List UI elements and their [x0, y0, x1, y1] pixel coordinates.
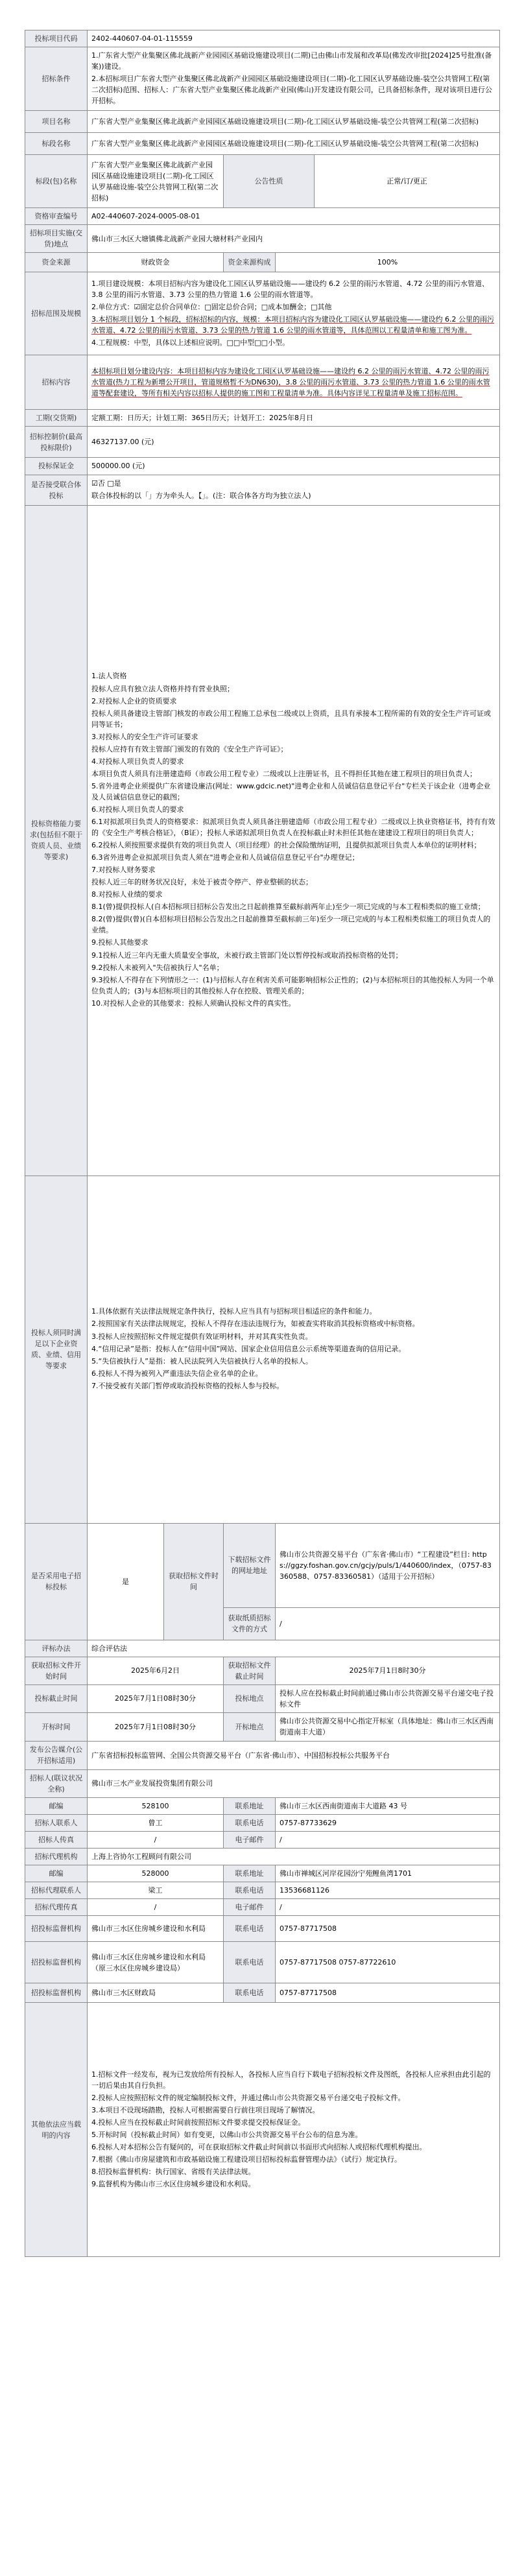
qualification-line: 6.2投标人须按照要求提供有效的项目负责人（项目经理）的社会保险缴纳证明，且提供拟派项目负责人本单位的证明材料；	[91, 841, 481, 850]
e-bid-value: 是	[88, 1523, 164, 1640]
qualification-line: 4.对投标人项目负责人的要求	[91, 757, 184, 766]
agent-fax-value: /	[88, 1899, 224, 1916]
other-line: 8.招投标监督机构：执行国家、省级有关法律法规。	[91, 2167, 256, 2176]
bid-conditions-value	[88, 47, 500, 111]
qualification-line: 8.2(曾)提供(曾)(自本招标项目招标公告发出之日起前推算至截标前三年)至少一项已完成的与本工程相类似施工的项目负责人的业绩。	[91, 915, 491, 935]
funding-value: 财政资金	[88, 253, 224, 272]
person-value: 曾工	[88, 1814, 224, 1831]
bid-conditions-line: 2.本招标项目广东省大型产业集聚区佛北战新产业园园区基础设施建设项目(二期)-化工园区认罗基础设施-装空公共管网工程(第二次招标)范围、招标人：广东省大型产业集聚区佛北战新产业园(佛山)开发建设有限公司，已具备招标条件，现对该项目进行公开招标。	[91, 75, 492, 106]
media-value: 广东省招标投标监管网、全国公共资源交易平台（广东省·佛山市）、中国招标投标公共服务平台	[88, 1741, 500, 1769]
agent-fax-label: 招标代理传真	[25, 1899, 88, 1916]
open-loc-value: 佛山市公共资源交易中心指定开标室（具体地址：佛山市三水区西南街道南丰大道）	[276, 1712, 500, 1741]
other-label: 其他依法应当载明的内容	[25, 2003, 88, 2257]
agent-person-value: 梁工	[88, 1882, 224, 1899]
open-loc-label: 开标地点	[224, 1712, 276, 1741]
control-price-value: 46327137.00 (元)	[88, 427, 500, 458]
consortium-value	[88, 475, 500, 505]
scope-line: 4.工程规模：中型，具体以上述相应说明。□□中型□□小型。	[91, 338, 290, 348]
doc-url-value[interactable]: 佛山市公共资源交易平台（广东省·佛山市）“工程建设”栏目: https://ggzy.foshan.gov.cn/gcjy/puls/1/440600/index，（0757-83360588、0757-83360581）（适用于公开招标）	[276, 1523, 500, 1607]
section-name-value: 广东省大型产业集聚区佛北战新产业园园区基础设施建设项目(二期)-化工园区认罗基础设施-装空公共管网工程(第二次招标)	[88, 133, 500, 155]
supervision2-tel-label: 联系电话	[224, 1942, 276, 1983]
control-price-label: 招标控制价(最高投标限价)	[25, 427, 88, 458]
supervision3-tel-value: 0757-87717508	[276, 1983, 500, 2003]
duration-label: 工期(交货期)	[25, 410, 88, 427]
qualification-line: 8.对投标人业绩的要求	[91, 890, 163, 899]
pub-nature-value: 正常/订/更正	[315, 155, 500, 208]
qualification-no-value: A02-440607-2024-0005-08-01	[88, 208, 500, 225]
qualification-line: 8.1(曾)提供投标人(自本招标项目招标公告发出之日起前推算至截标前两年止)至少一项已完成的与本工程相类似的施工业绩；	[91, 903, 485, 912]
agent-tel-value: 13536681126	[276, 1882, 500, 1899]
scope-line: 3.本招标项目划分 1 个标段，招标招标的内容，规模：本项目招标内容为建设化工园区认罗基础设施——建设约 6.2 公里的雨污水管道、4.72 公里的雨污水管道、3.73 公里的热力管道 1.6 公里的雨水管道等，具体范围以工程量清单和施工图为准。	[91, 314, 494, 335]
section-no-label: 标段(包)名称	[25, 155, 88, 208]
scope-value	[88, 272, 500, 355]
consortium-label: 是否接受联合体投标	[25, 475, 88, 505]
tel-label: 联系电话	[224, 1814, 276, 1831]
qualification-no-label: 资格审查编号	[25, 208, 88, 225]
get-end-label: 获取招标文件截止时间	[224, 1657, 276, 1684]
section-name-label: 标段名称	[25, 133, 88, 155]
agent-label: 招标代理机构	[25, 1849, 88, 1865]
project-name-label: 项目名称	[25, 111, 88, 133]
funding-ratio-value: 100%	[276, 253, 500, 272]
qualification-line: 投标人近三年的财务状况良好，未处于被责令停产、停业整顿的状态；	[91, 878, 313, 887]
email-label: 电子邮件	[224, 1832, 276, 1849]
scope-line: 1.项目建设规模：本项目招标内容为建设化工园区认罗基础设施——建设约 6.2 公里的雨污水管道、4.72 公里的雨污水管道、3.8 公里的雨污水管道、3.73 公里的热力管道 1.6 公里的雨水管道等。	[91, 279, 489, 299]
duration-value: 定额工期：日历天；计划工期：365日历天；计划开工：2025年8月日	[88, 410, 500, 427]
qualification-line: 2.对投标人企业的资质要求	[91, 696, 177, 705]
pub-nature-label: 公告性质	[224, 155, 315, 208]
agent-person-label: 招标代理联系人	[25, 1882, 88, 1899]
supervision-tel-label: 联系电话	[224, 1916, 276, 1942]
supervision-tel-value: 0757-87717508	[276, 1916, 500, 1942]
post-value: 528100	[88, 1797, 224, 1814]
other-line: 9.监督机构为佛山市三水区住房城乡建设和水利局。	[91, 2179, 256, 2188]
other-line: 2.投标人应按照招标文件的规定编制投标文件，并通过佛山市公共资源交易平台递交电子投标文件。	[91, 2093, 405, 2102]
supervision3-tel-label: 联系电话	[224, 1983, 276, 2003]
qualification-line: 9.1投标人近三年内无重大质量安全事故，未被行政主管部门处以暂停投标或取消投标资格的处罚；	[91, 951, 403, 960]
supervision-label: 招投标监督机构	[25, 1916, 88, 1942]
agent-email-value: /	[276, 1899, 500, 1916]
qualification-line: 投标人应持有有效主管部门颁发的有效的《安全生产许可证》；	[91, 744, 288, 753]
tenderer-value: 佛山市三水产业发展投资集团有限公司	[88, 1769, 500, 1797]
funding-ratio-label: 资金来源构成	[224, 253, 276, 272]
tenderer-label: 招标人(联议状况全称)	[25, 1769, 88, 1797]
addr-value: 佛山市三水区西南街道南丰大道路 43 号	[276, 1797, 500, 1814]
other-line: 4.投标人应当在投标截止时间前按照招标文件要求提交投标保证金。	[91, 2118, 305, 2127]
supervision-value: 佛山市三水区住房城乡建设和水利局	[88, 1916, 224, 1942]
other-line: 3.本项目不设现场踏勘，投标人可根据需要自行前往项目现场了解情况。	[91, 2105, 320, 2114]
bid-end-value: 2025年7月1日08时30分	[88, 1684, 224, 1712]
agent-post-label: 邮编	[25, 1865, 88, 1882]
qualification-line: 投标人须具备建设主管部门核发的市政公用工程施工总承包二级或以上资质，且具有承接本工程所需的有效的安全生产许可证或同等证书；	[91, 709, 491, 729]
qualification-line: 本项目负责人须具有注册建造师（市政公用工程专业）二级或以上注册证书，且不得担任其他在建工程项目的项目负责人；	[91, 769, 477, 778]
open-time-label: 开标时间	[25, 1712, 88, 1741]
agent-addr-value: 佛山市禅城区河岸花园汾宁苑鲤鱼湾1701	[276, 1865, 500, 1882]
bid-bond-value: 500000.00 (元)	[88, 458, 500, 475]
agent-email-label: 电子邮件	[224, 1899, 276, 1916]
paper-doc-value: /	[276, 1607, 500, 1640]
qualification-line: 9.投标人其他要求	[91, 938, 149, 947]
other-line: 1.招标文件一经发布，视为已发放给所有投标人，各投标人应当自行下载电子招标投标文件及图纸，各投标人应承担由此引起的一切后果由其自行负担。	[91, 2070, 491, 2090]
location-label: 招标项目实施(交货)地点	[25, 225, 88, 253]
scope-line: 2.单位方式：☑固定总价合同单位：□固定总价合同；□成本加酬金；□其他	[91, 302, 332, 311]
evaluation-label: 评标办法	[25, 1640, 88, 1657]
e-bid-label: 是否采用电子招标投标	[25, 1523, 88, 1640]
qualification-line: 9.3投标人不得存在下列情形之一：(1)与招标人存在利害关系可能影响招标公正性的；(2)与本招标项目的其他投标人为同一个单位负责人的；(3)与本招标项目的其他投标人存在控股、管理关系的；	[91, 975, 494, 995]
fax-value: /	[88, 1832, 224, 1849]
announcement-table	[25, 30, 500, 2257]
paper-doc-label: 获取纸质招标文件的方式	[224, 1607, 276, 1640]
other-line: 5.开标时间（投标截止时间）如有变更，以佛山市公共资源交易平台公布的信息为准。	[91, 2130, 363, 2139]
scope-label: 招标范围及规模	[25, 272, 88, 355]
qualification-line: 投标人应具有独立法人资格并持有营业执照；	[91, 684, 234, 693]
qualification-line: 6.3省外进粤企业拟派项目负责人须在"进粤企业和人员诚信信息登记平台"办理登记；	[91, 853, 359, 862]
consortium-note: 联合体投标的以「」方为牵头人。【」。(注：联合体各方均为独立法人)	[91, 491, 311, 500]
qualification-line: 6.对投标人项目负责人的要求	[91, 805, 184, 814]
tel-value: 0757-87733629	[276, 1814, 500, 1831]
doc-method-label: 获取招标文件时间	[164, 1523, 224, 1640]
media-label: 发布公告媒介(公开招标适用)	[25, 1741, 88, 1769]
email-value: /	[276, 1832, 500, 1849]
get-end-value: 2025年7月1日8时30分	[276, 1657, 500, 1684]
location-value: 佛山市三水区大塘镇佛北战新产业园大塘材料产业园内	[88, 225, 500, 253]
bid-bond-label: 投标保证金	[25, 458, 88, 475]
project-name-value: 广东省大型产业集聚区佛北战新产业园园区基础设施建设项目(二期)-化工园区认罗基础设施-装空公共管网工程(第二次招标)	[88, 111, 500, 133]
section-no-value: 广东省大型产业集聚区佛北战新产业园园区基础设施建设项目(二期)-化工园区认罗基础设施-装空公共管网工程(第二次招标)	[88, 155, 224, 208]
agent-tel-label: 联系电话	[224, 1882, 276, 1899]
funding-label: 资金来源	[25, 253, 88, 272]
post-label: 邮编	[25, 1797, 88, 1814]
supervision3-label: 招投标监督机构	[25, 1983, 88, 2003]
project-code-label: 投标项目代码	[25, 30, 88, 47]
project-code-value: 2402-440607-04-01-115559	[88, 30, 500, 47]
other-requirements-label: 投标人须同时满足以下企业资质、业绩、信用等要求	[25, 1176, 88, 1523]
bid-loc-value: 投标人应在投标截止时间前通过佛山市公共资源交易平台递交电子投标文件	[276, 1684, 500, 1712]
addr-label: 联系地址	[224, 1797, 276, 1814]
qualification-label: 投标资格能力要求(包括但不限于资质人员、业绩等要求)	[25, 505, 88, 1176]
supervision3-value: 佛山市三水区财政局	[88, 1983, 224, 2003]
agent-value: 上海上咨协尔工程顾问有限公司	[88, 1849, 500, 1865]
qualification-line: 6.1对拟派项目负责人的资格要求：拟派项目负责人须具备注册建造师（市政公用工程专业）二级或以上执业资格证书，持有有效的《安全生产考核合格证》，（B证）；投标人承诺拟派项目负责人在投标截止时未担任其他在建建设工程项目的项目负责人；	[91, 818, 495, 838]
consortium-options: ☑否 □是	[91, 479, 121, 488]
qualification-line: 7.对投标人财务要求	[91, 866, 156, 875]
fax-label: 招标人传真	[25, 1832, 88, 1849]
bid-conditions-line: 1.广东省大型产业集聚区佛北战新产业园园区基础设施建设项目(二期)已由佛山市发展和改革局(佛发改审批[2024]25号批准(备案))建设。	[91, 51, 492, 71]
evaluation-value: 综合评估法	[88, 1640, 500, 1657]
qualification-line: 1.法人资格	[91, 672, 127, 681]
supervision2-tel-value: 0757-87717508 0757-87722610	[276, 1942, 500, 1983]
bid-content-value: 本招标项目划分建设内容：本项目招标内容为建设化工园区认罗基础设施——建设约 6.2 公里的雨污水管道、4.72 公里的雨污水管道(热力工程为新增公开项目，管道规格暂不为DN630)，3.8 公里的雨污水管道、3.73 公里的热力管道 1.6 公里的雨水管道等配套建设，等所有相关内容以招标人提供的施工图和工程量清单为准。具体内容详见工程量清单及施工招标范围。	[88, 355, 500, 410]
other-requirements-value: 1.具体依据有关法律法规规定条件执行，投标人应当具有与招标项目相适应的条件和能力。 2.按照国家有关法律法规规定，投标人不得存在违法违规行为，如被查实将取消其投标资格或中标资格。 3.投标人应按照招标文件规定提供有效证明材料，并对其真实性负责。 4.“信用记录”是指：投标人在“信用中国”网站、国家企业信用信息公示系统等渠道查询的信用记录。 5.“失信被执行人”是指：被人民法院列入失信被执行人名单的投标人。 6.投标人不得为被列入严重违法失信企业名单的企业。 7.不接受被有关部门暂停或取消投标资格的投标人参与投标。	[88, 1176, 500, 1523]
agent-addr-label: 联系地址	[224, 1865, 276, 1882]
bid-content-label: 招标内容	[25, 355, 88, 410]
other-value	[88, 2003, 500, 2257]
qualification-line: 3.对投标人的安全生产许可证要求	[91, 732, 198, 741]
qualification-line: 10.对投标人企业的其他要求：投标人须确认投标文件的真实性。	[91, 998, 296, 1008]
other-line: 7.根据《佛山市房屋建筑和市政基础设施工程建设项目招标投标监督管理办法》（试行）规定执行。	[91, 2155, 401, 2164]
qualification-line: 5.省外进粤企业须提供广东省建设廉洁(网址：www.gdcic.net)"进粤企业和人员诚信信息登记平台"专栏关于该企业（进粤企业及人员诚信信息登记的截图；	[91, 781, 491, 801]
person-label: 招标人联系人	[25, 1814, 88, 1831]
get-start-value: 2025年6月2日	[88, 1657, 224, 1684]
qualification-line: 9.2投标人未被列入"失信被执行人"名单；	[91, 963, 224, 972]
bid-conditions-label: 招标条件	[25, 47, 88, 111]
supervision2-value: 佛山市三水区住房城乡建设和水利局（原三水区住房城乡建设局）	[88, 1942, 224, 1983]
open-time-value: 2025年7月1日08时30分	[88, 1712, 224, 1741]
qualification-value	[88, 505, 500, 1176]
bid-loc-label: 投标地点	[224, 1684, 276, 1712]
other-line: 6.投标人对本招标公告有疑问的，可在获取招标文件截止时间前以书面形式向招标人或招标代理机构提出。	[91, 2142, 427, 2151]
supervision2-label: 招投标监督机构	[25, 1942, 88, 1983]
agent-post-value: 528000	[88, 1865, 224, 1882]
doc-url-label: 下载招标文件的网址地址	[224, 1523, 276, 1607]
get-start-label: 获取招标文件开始时间	[25, 1657, 88, 1684]
bid-end-label: 投标截止时间	[25, 1684, 88, 1712]
